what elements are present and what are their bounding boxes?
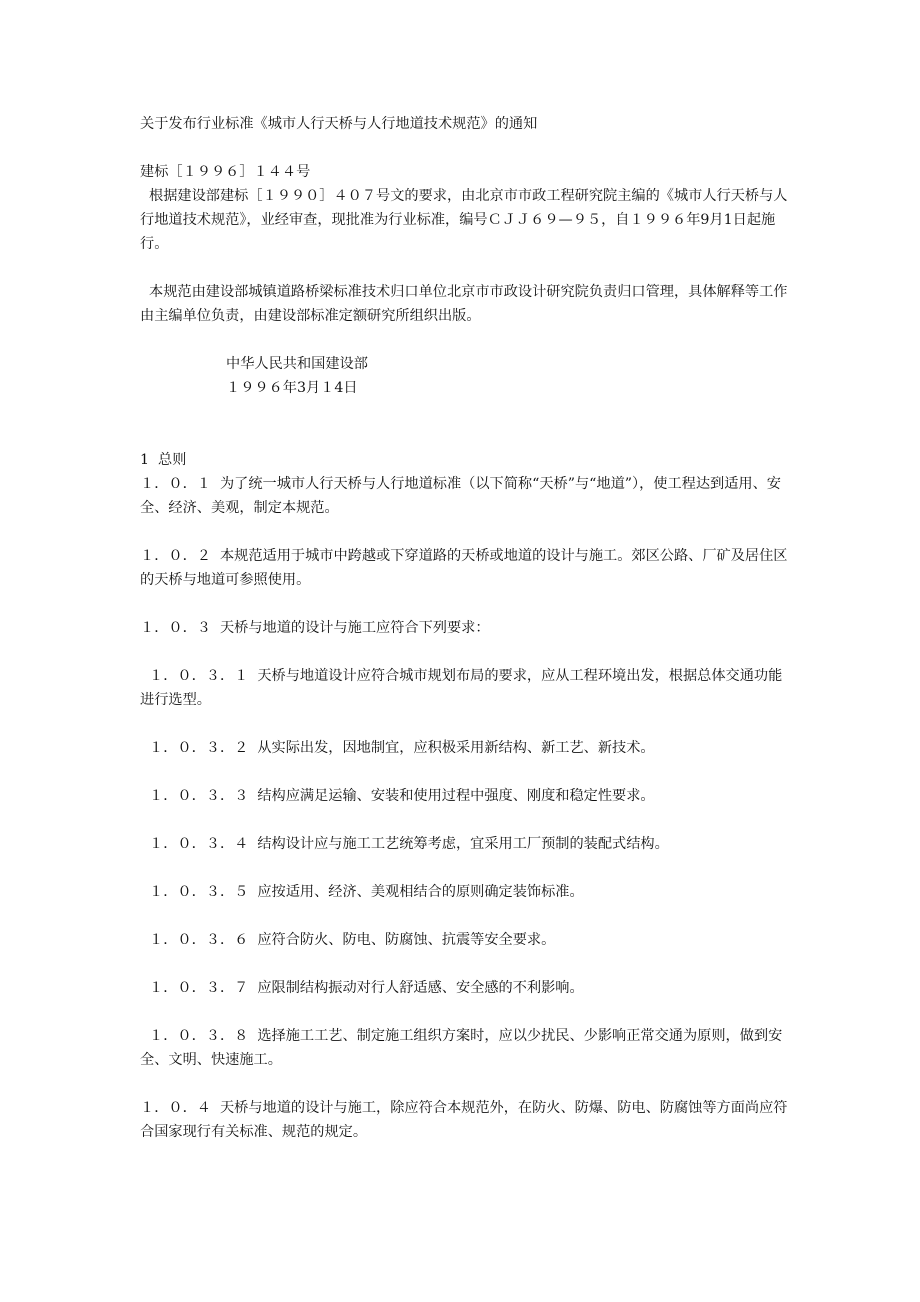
spacer bbox=[140, 640, 790, 664]
spacer bbox=[140, 760, 790, 784]
spacer bbox=[140, 328, 790, 352]
spacer bbox=[140, 592, 790, 616]
spacer bbox=[140, 808, 790, 832]
clause-1-0-3-8: １．０．３．８ 选择施工工艺、制定施工组织方案时，应以少扰民、少影响正常交通为原则，做到安全、文明、快速施工。 bbox=[140, 1028, 783, 1068]
clause-1-0-3-7: １．０．３．７ 应限制结构振动对行人舒适感、安全感的不利影响。 bbox=[140, 980, 584, 996]
notice-title: 关于发布行业标准《城市人行天桥与人行地道技术规范》的通知 bbox=[140, 116, 538, 132]
clause-1-0-4: １．０．４ 天桥与地道的设计与施工，除应符合本规范外，在防火、防爆、防电、防腐蚀等方面尚应符合国家现行有关标准、规范的规定。 bbox=[140, 1100, 788, 1140]
notice-paragraph-1: 根据建设部建标［１９９０］４０７号文的要求，由北京市市政工程研究院主编的《城市人行天桥与人行地道技术规范》，业经审查，现批准为行业标准，编号ＣＪＪ６９—９５，自１９９６年9月1日起施行。 bbox=[140, 188, 788, 252]
clause-1-0-3-3: １．０．３．３ 结构应满足运输、安装和使用过程中强度、刚度和稳定性要求。 bbox=[140, 788, 655, 804]
clause-1-0-1: １．０．１ 为了统一城市人行天桥与人行地道标准（以下简称“天桥”与“地道”），使工程达到适用、安全、经济、美观，制定本规范。 bbox=[140, 476, 781, 516]
spacer bbox=[140, 400, 790, 448]
clause-1-0-2: １．０．２ 本规范适用于城市中跨越或下穿道路的天桥或地道的设计与施工。郊区公路、厂矿及居住区的天桥与地道可参照使用。 bbox=[140, 548, 788, 588]
chapter-heading: 1 总则 bbox=[140, 452, 187, 468]
document-number: 建标［１９９６］１４４号 bbox=[140, 164, 311, 180]
spacer bbox=[140, 136, 790, 160]
spacer bbox=[140, 952, 790, 976]
issue-date: １９９６年3月１4日 bbox=[226, 380, 358, 396]
clause-1-0-3-1: １．０．３．１ 天桥与地道设计应符合城市规划布局的要求，应从工程环境出发，根据总体交通功能进行选型。 bbox=[140, 668, 783, 708]
spacer bbox=[140, 712, 790, 736]
spacer bbox=[140, 520, 790, 544]
clause-1-0-3-6: １．０．３．６ 应符合防火、防电、防腐蚀、抗震等安全要求。 bbox=[140, 932, 556, 948]
clause-1-0-3-5: １．０．３．５ 应按适用、经济、美观相结合的原则确定装饰标准。 bbox=[140, 884, 584, 900]
notice-paragraph-2: 本规范由建设部城镇道路桥梁标准技术归口单位北京市市政设计研究院负责归口管理，具体解释等工作由主编单位负责，由建设部标准定额研究所组织出版。 bbox=[140, 284, 788, 324]
clause-1-0-3-4: １．０．３．４ 结构设计应与施工工艺统筹考虑，宜采用工厂预制的装配式结构。 bbox=[140, 836, 669, 852]
clause-1-0-3: １．０．３ 天桥与地道的设计与施工应符合下列要求： bbox=[140, 620, 490, 636]
issuer-name: 中华人民共和国建设部 bbox=[226, 356, 368, 372]
document-page bbox=[140, 112, 790, 1144]
clause-1-0-3-2: １．０．３．２ 从实际出发，因地制宜，应积极采用新结构、新工艺、新技术。 bbox=[140, 740, 655, 756]
spacer bbox=[140, 256, 790, 280]
spacer bbox=[140, 1000, 790, 1024]
spacer bbox=[140, 1072, 790, 1096]
spacer bbox=[140, 904, 790, 928]
spacer bbox=[140, 856, 790, 880]
